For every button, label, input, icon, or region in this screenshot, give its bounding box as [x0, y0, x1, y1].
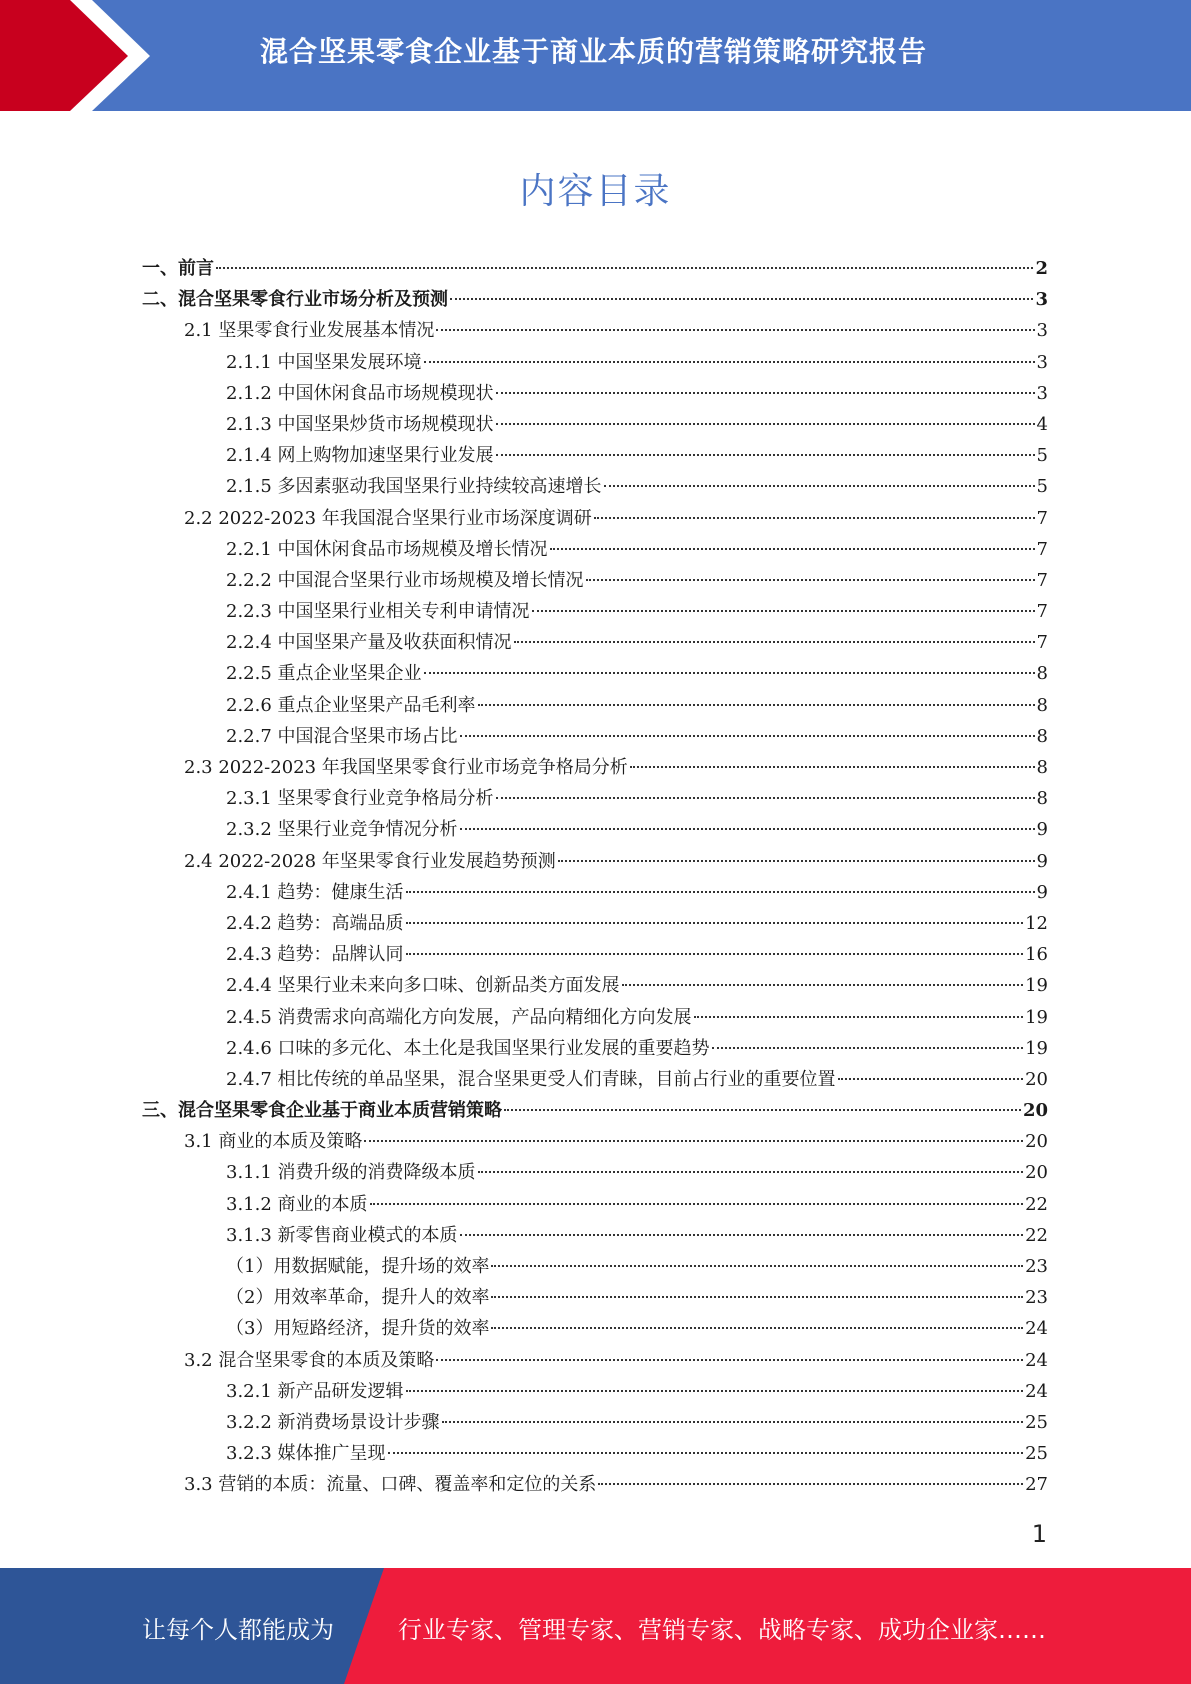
footer-banner — [0, 1568, 1191, 1684]
toc-entry-page: 8 — [1036, 694, 1048, 716]
toc-entry-label: 2.1.5 多因素驱动我国坚果行业持续较高速增长 — [226, 476, 602, 498]
toc-entry-label: 3.2 混合坚果零食的本质及策略 — [184, 1349, 435, 1371]
toc-entry-label: 3.1.2 商业的本质 — [226, 1193, 368, 1215]
toc-entry[interactable] — [142, 440, 1048, 471]
dot-leader — [460, 1234, 1024, 1236]
toc-entry-label: 3.3 营销的本质：流量、口碑、覆盖率和定位的关系 — [184, 1474, 597, 1496]
toc-entry-label: 二、混合坚果零食行业市场分析及预测 — [142, 289, 448, 311]
toc-entry-page: 23 — [1025, 1256, 1048, 1277]
toc-entry[interactable] — [142, 1157, 1048, 1188]
toc-entry-page: 5 — [1036, 445, 1048, 467]
toc-entry-label: 2.2 2022-2023 年我国混合坚果行业市场深度调研 — [184, 507, 592, 529]
toc-entry[interactable] — [142, 1064, 1048, 1095]
toc-entry-label: 3.2.1 新产品研发逻辑 — [226, 1380, 404, 1402]
page-title: 内容目录 — [519, 171, 672, 212]
dot-leader — [550, 548, 1035, 550]
toc-entry[interactable] — [142, 315, 1048, 346]
toc-entry-label: 3.2.2 新消费场景设计步骤 — [226, 1411, 440, 1433]
toc-entry-page: 7 — [1036, 538, 1048, 560]
dot-leader — [630, 766, 1035, 768]
dot-leader — [712, 1047, 1024, 1049]
toc-entry[interactable] — [142, 503, 1048, 534]
toc-entry-label: 三、混合坚果零食企业基于商业本质营销策略 — [142, 1100, 502, 1122]
toc-entry-page: 4 — [1036, 413, 1048, 435]
toc-entry-page: 8 — [1036, 757, 1048, 778]
toc-entry-page: 9 — [1036, 819, 1048, 841]
toc-entry-page: 19 — [1025, 1037, 1048, 1059]
toc-entry-page: 20 — [1025, 1162, 1048, 1184]
toc-entry[interactable] — [142, 565, 1048, 596]
toc-entry-label: 2.4.5 消费需求向高端化方向发展，产品向精细化方向发展 — [226, 1006, 692, 1028]
toc-entry-page: 20 — [1025, 1131, 1048, 1153]
toc-entry[interactable] — [142, 1438, 1048, 1469]
dot-leader — [604, 485, 1035, 487]
toc-entry-label: 2.1.2 中国休闲食品市场规模现状 — [226, 382, 494, 404]
toc-entry-label: 2.4 2022-2028 年坚果零食行业发展趋势预测 — [184, 850, 556, 872]
toc-entry[interactable] — [142, 721, 1048, 752]
toc-entry[interactable] — [142, 846, 1048, 877]
toc-entry-label: 2.1 坚果零食行业发展基本情况 — [184, 320, 435, 342]
toc-entry[interactable] — [142, 1282, 1048, 1313]
toc-entry-label: 2.2.4 中国坚果产量及收获面积情况 — [226, 632, 512, 654]
toc-entry-page: 27 — [1025, 1474, 1048, 1496]
toc-entry[interactable] — [142, 1002, 1048, 1033]
toc-entry[interactable] — [142, 1469, 1048, 1500]
dot-leader — [694, 1016, 1024, 1018]
dot-leader — [436, 329, 1034, 331]
toc-entry[interactable] — [142, 1033, 1048, 1064]
toc-entry[interactable] — [142, 534, 1048, 565]
toc-entry-page: 2 — [1035, 258, 1048, 279]
toc-entry-label: （2）用效率革命，提升人的效率 — [226, 1287, 490, 1309]
toc-entry-page: 20 — [1022, 1100, 1048, 1122]
toc-entry-label: 2.4.1 趋势：健康生活 — [226, 881, 404, 903]
dot-leader — [838, 1078, 1024, 1080]
dot-leader — [558, 860, 1035, 862]
toc-entry-label: 2.4.4 坚果行业未来向多口味、创新品类方面发展 — [226, 975, 620, 997]
dot-leader — [491, 1265, 1023, 1267]
header-banner — [0, 0, 1191, 111]
toc-entry[interactable] — [142, 908, 1048, 939]
footer-slogan-left: 让每个人都能成为 — [142, 1616, 334, 1644]
dot-leader — [478, 1171, 1024, 1173]
toc-entry[interactable] — [142, 1220, 1048, 1251]
toc-entry-page: 7 — [1036, 507, 1048, 529]
toc-entry-label: 2.3.2 坚果行业竞争情况分析 — [226, 819, 458, 841]
toc-entry-page: 23 — [1025, 1287, 1048, 1309]
toc-entry-page: 25 — [1025, 1443, 1048, 1465]
dot-leader — [491, 1296, 1023, 1298]
toc-entry-label: 2.4.6 口味的多元化、本土化是我国坚果行业发展的重要趋势 — [226, 1037, 710, 1059]
dot-leader — [388, 1452, 1024, 1454]
toc-entry[interactable] — [142, 939, 1048, 970]
toc-entry-page: 19 — [1025, 975, 1048, 997]
toc-entry-label: 3.1 商业的本质及策略 — [184, 1131, 363, 1153]
toc-entry[interactable] — [142, 471, 1048, 502]
dot-leader — [514, 641, 1035, 643]
dot-leader — [478, 704, 1035, 706]
toc-entry[interactable] — [142, 1251, 1048, 1282]
toc-entry-label: 2.2.1 中国休闲食品市场规模及增长情况 — [226, 538, 548, 560]
dot-leader — [460, 828, 1035, 830]
toc-entry[interactable] — [142, 253, 1048, 284]
toc-entry-page: 3 — [1036, 351, 1048, 373]
dot-leader — [406, 922, 1024, 924]
dot-leader — [436, 1359, 1023, 1361]
toc-entry-page: 16 — [1025, 944, 1048, 966]
toc-entry[interactable] — [142, 1376, 1048, 1407]
toc-entry[interactable] — [142, 1313, 1048, 1344]
footer-slogan-right: 行业专家、管理专家、营销专家、战略专家、成功企业家…… — [398, 1616, 1046, 1644]
dot-leader — [424, 672, 1035, 674]
toc-entry-page: 3 — [1035, 289, 1048, 311]
toc-entry-page: 24 — [1025, 1349, 1048, 1371]
toc-entry-label: 2.2.7 中国混合坚果市场占比 — [226, 725, 458, 747]
dot-leader — [496, 454, 1035, 456]
toc-entry-label: 3.1.1 消费升级的消费降级本质 — [226, 1162, 476, 1184]
dot-leader — [442, 1421, 1024, 1423]
toc-entry-label: （3）用短路经济，提升货的效率 — [226, 1318, 490, 1340]
toc-entry-label: 2.2.3 中国坚果行业相关专利申请情况 — [226, 601, 530, 623]
dot-leader — [364, 1140, 1023, 1142]
dot-leader — [532, 610, 1035, 612]
toc-entry-label: 2.4.2 趋势：高端品质 — [226, 912, 404, 934]
dot-leader — [406, 891, 1035, 893]
toc-entry-label: 2.3 2022-2023 年我国坚果零食行业市场竞争格局分析 — [184, 757, 628, 778]
toc-entry[interactable] — [142, 970, 1048, 1001]
toc-entry[interactable] — [142, 752, 1048, 783]
toc-entry-label: 2.2.2 中国混合坚果行业市场规模及增长情况 — [226, 569, 584, 591]
toc-entry-label: （1）用数据赋能，提升场的效率 — [226, 1256, 490, 1277]
toc-entry-page: 8 — [1036, 788, 1048, 810]
dot-leader — [370, 1203, 1024, 1205]
toc-entry-page: 5 — [1036, 476, 1048, 498]
toc-entry-page: 25 — [1025, 1411, 1048, 1433]
toc-entry-label: 2.1.4 网上购物加速坚果行业发展 — [226, 445, 494, 467]
toc-entry-page: 9 — [1036, 881, 1048, 903]
toc-entry-page: 7 — [1036, 632, 1048, 654]
toc-entry-page: 3 — [1036, 382, 1048, 404]
toc-entry[interactable] — [142, 877, 1048, 908]
table-of-contents — [142, 253, 1048, 1501]
toc-entry-label: 2.1.3 中国坚果炒货市场规模现状 — [226, 413, 494, 435]
dot-leader — [216, 267, 1033, 269]
dot-leader — [504, 1109, 1021, 1111]
toc-entry-page: 8 — [1036, 725, 1048, 747]
toc-entry-label: 2.4.3 趋势：品牌认同 — [226, 944, 404, 966]
toc-entry-label: 2.3.1 坚果零食行业竞争格局分析 — [226, 788, 494, 810]
dot-leader — [424, 361, 1035, 363]
dot-leader — [491, 1327, 1023, 1329]
dot-leader — [460, 735, 1035, 737]
toc-entry[interactable] — [142, 783, 1048, 814]
dot-leader — [598, 1483, 1023, 1485]
toc-entry[interactable] — [142, 658, 1048, 689]
page-number: 1 — [1031, 1520, 1047, 1548]
toc-entry-page: 19 — [1025, 1006, 1048, 1028]
dot-leader — [406, 1390, 1024, 1392]
dot-leader — [594, 517, 1035, 519]
dot-leader — [622, 984, 1024, 986]
toc-entry-page: 24 — [1025, 1380, 1048, 1402]
toc-entry[interactable] — [142, 409, 1048, 440]
toc-entry[interactable] — [142, 1126, 1048, 1157]
dot-leader — [586, 579, 1035, 581]
dot-leader — [496, 423, 1035, 425]
toc-entry-label: 2.4.7 相比传统的单品坚果，混合坚果更受人们青睐，目前占行业的重要位置 — [226, 1068, 836, 1090]
toc-entry-page: 20 — [1025, 1068, 1048, 1090]
toc-entry-page: 7 — [1036, 601, 1048, 623]
toc-entry-page: 22 — [1025, 1193, 1048, 1215]
toc-entry-page: 9 — [1036, 850, 1048, 872]
toc-entry-page: 12 — [1025, 912, 1048, 934]
toc-entry-label: 3.1.3 新零售商业模式的本质 — [226, 1224, 458, 1246]
toc-entry[interactable] — [142, 596, 1048, 627]
toc-entry[interactable] — [142, 378, 1048, 409]
toc-entry[interactable] — [142, 690, 1048, 721]
dot-leader — [450, 298, 1033, 300]
toc-entry[interactable] — [142, 347, 1048, 378]
dot-leader — [496, 392, 1035, 394]
toc-entry-label: 一、前言 — [142, 258, 214, 279]
toc-entry-label: 2.2.6 重点企业坚果产品毛利率 — [226, 694, 476, 716]
toc-entry-page: 8 — [1036, 663, 1048, 685]
dot-leader — [496, 797, 1035, 799]
dot-leader — [406, 953, 1024, 955]
report-title: 混合坚果零食企业基于商业本质的营销策略研究报告 — [260, 35, 928, 68]
toc-entry-label: 3.2.3 媒体推广呈现 — [226, 1443, 386, 1465]
toc-entry[interactable] — [142, 1407, 1048, 1438]
toc-entry-label: 2.1.1 中国坚果发展环境 — [226, 351, 422, 373]
toc-entry-page: 7 — [1036, 569, 1048, 591]
toc-entry-page: 3 — [1036, 320, 1048, 342]
toc-entry[interactable] — [142, 1095, 1048, 1126]
toc-entry-label: 2.2.5 重点企业坚果企业 — [226, 663, 422, 685]
toc-entry[interactable] — [142, 284, 1048, 315]
toc-entry-page: 22 — [1025, 1224, 1048, 1246]
toc-entry[interactable] — [142, 814, 1048, 845]
toc-entry[interactable] — [142, 627, 1048, 658]
toc-entry[interactable] — [142, 1189, 1048, 1220]
toc-entry[interactable] — [142, 1345, 1048, 1376]
toc-entry-page: 24 — [1025, 1318, 1048, 1340]
